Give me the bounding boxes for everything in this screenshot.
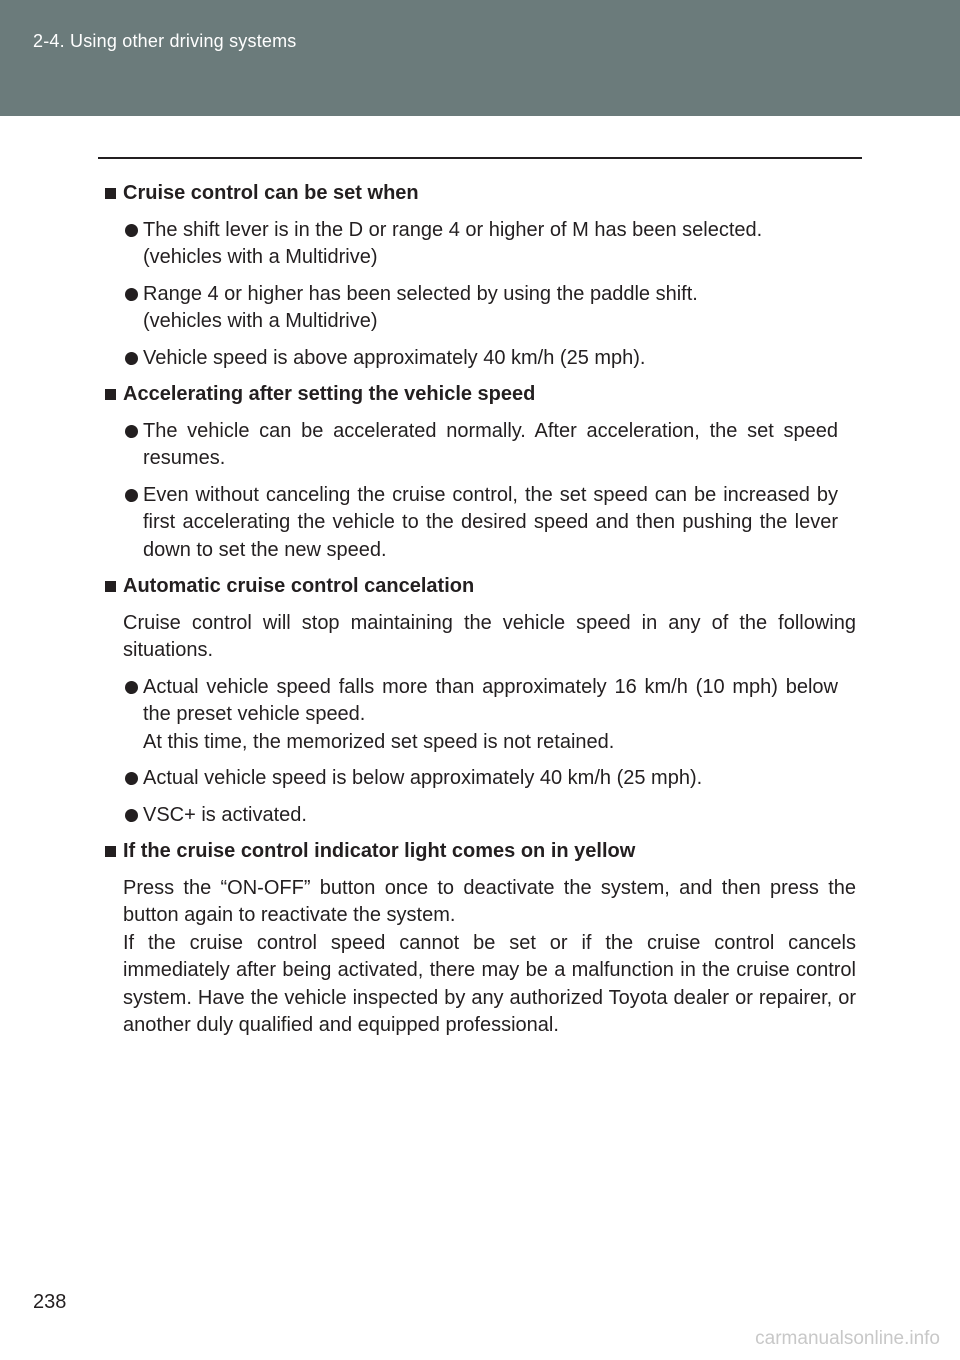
section-heading (104, 573, 856, 601)
list-item (143, 418, 838, 473)
section-heading (104, 180, 856, 208)
paragraph-text: If the cruise control speed cannot be set or if the cruise control cancels immediately after being activated, there may be a malfunction in the cruise control system. Have the vehicle inspected by any authorized Toyota dealer or repairer, or another duly qualified and equipped professional. (123, 931, 856, 1036)
section-accelerating (104, 381, 856, 564)
list-item-note: (vehicles with a Multidrive) (143, 310, 378, 332)
round-bullet-icon (125, 224, 138, 237)
square-bullet-icon (105, 188, 116, 199)
watermark: carmanualsonline.info (755, 1328, 940, 1349)
round-bullet-icon (125, 425, 138, 438)
section-heading-text: Automatic cruise control cancelation (123, 575, 475, 597)
list-item (143, 345, 838, 373)
list-item-text: Actual vehicle speed is below approximately 40 km/h (25 mph). (143, 767, 703, 789)
list-item (143, 674, 838, 757)
bullet-list (104, 674, 856, 830)
list-item-text: The shift lever is in the D or range 4 or higher of M has been selected. (143, 218, 763, 241)
section-heading (104, 381, 856, 409)
round-bullet-icon (125, 288, 138, 301)
round-bullet-icon (125, 352, 138, 365)
round-bullet-icon (125, 489, 138, 502)
list-item-text: VSC+ is activated. (143, 803, 307, 826)
list-item (143, 482, 838, 565)
square-bullet-icon (105, 581, 116, 592)
page-number: 238 (33, 1291, 67, 1313)
list-item-note: At this time, the memorized set speed is not retained. (143, 730, 615, 753)
paragraph-text: Press the “ON-OFF” button once to deactivate the system, and then press the button again to reactivate the system. (123, 876, 856, 926)
square-bullet-icon (105, 389, 116, 400)
list-item-text: Range 4 or higher has been selected by using the paddle shift. (143, 282, 698, 305)
list-item (143, 802, 838, 830)
section-cruise-set (104, 180, 856, 372)
manual-content (104, 180, 856, 1040)
round-bullet-icon (125, 681, 138, 694)
section-heading-text: Accelerating after setting the vehicle speed (123, 383, 536, 405)
round-bullet-icon (125, 772, 138, 785)
section-heading-text: Cruise control can be set when (123, 182, 419, 204)
list-item (143, 765, 838, 793)
round-bullet-icon (125, 809, 138, 822)
bullet-list (104, 418, 856, 565)
list-item-note: (vehicles with a Multidrive) (143, 246, 378, 268)
bullet-list (104, 217, 856, 373)
list-item-text: Even without canceling the cruise control, the set speed can be increased by first accelerating the vehicle to the desired speed and then pushing the lever down to set the new speed. (143, 483, 838, 561)
list-item-text: Actual vehicle speed falls more than approximately 16 km/h (10 mph) below the preset vehicle speed. (143, 675, 838, 725)
section-heading-text: If the cruise control indicator light comes on in yellow (123, 840, 636, 862)
section-intro: Cruise control will stop maintaining the vehicle speed in any of the following situations. (123, 611, 856, 661)
section-heading (104, 838, 856, 866)
list-item (143, 217, 838, 272)
square-bullet-icon (105, 846, 116, 857)
list-item-text: The vehicle can be accelerated normally. After acceleration, the set speed resumes. (143, 419, 838, 469)
list-item (143, 281, 838, 336)
section-auto-cancel (104, 573, 856, 829)
section-title: 2-4. Using other driving systems (33, 31, 297, 51)
divider-rule (98, 157, 862, 159)
list-item-text: Vehicle speed is above approximately 40 km/h (25 mph). (143, 346, 646, 369)
section-paragraph (123, 875, 856, 1040)
section-header-bar (0, 0, 960, 116)
section-indicator-yellow (104, 838, 856, 1040)
